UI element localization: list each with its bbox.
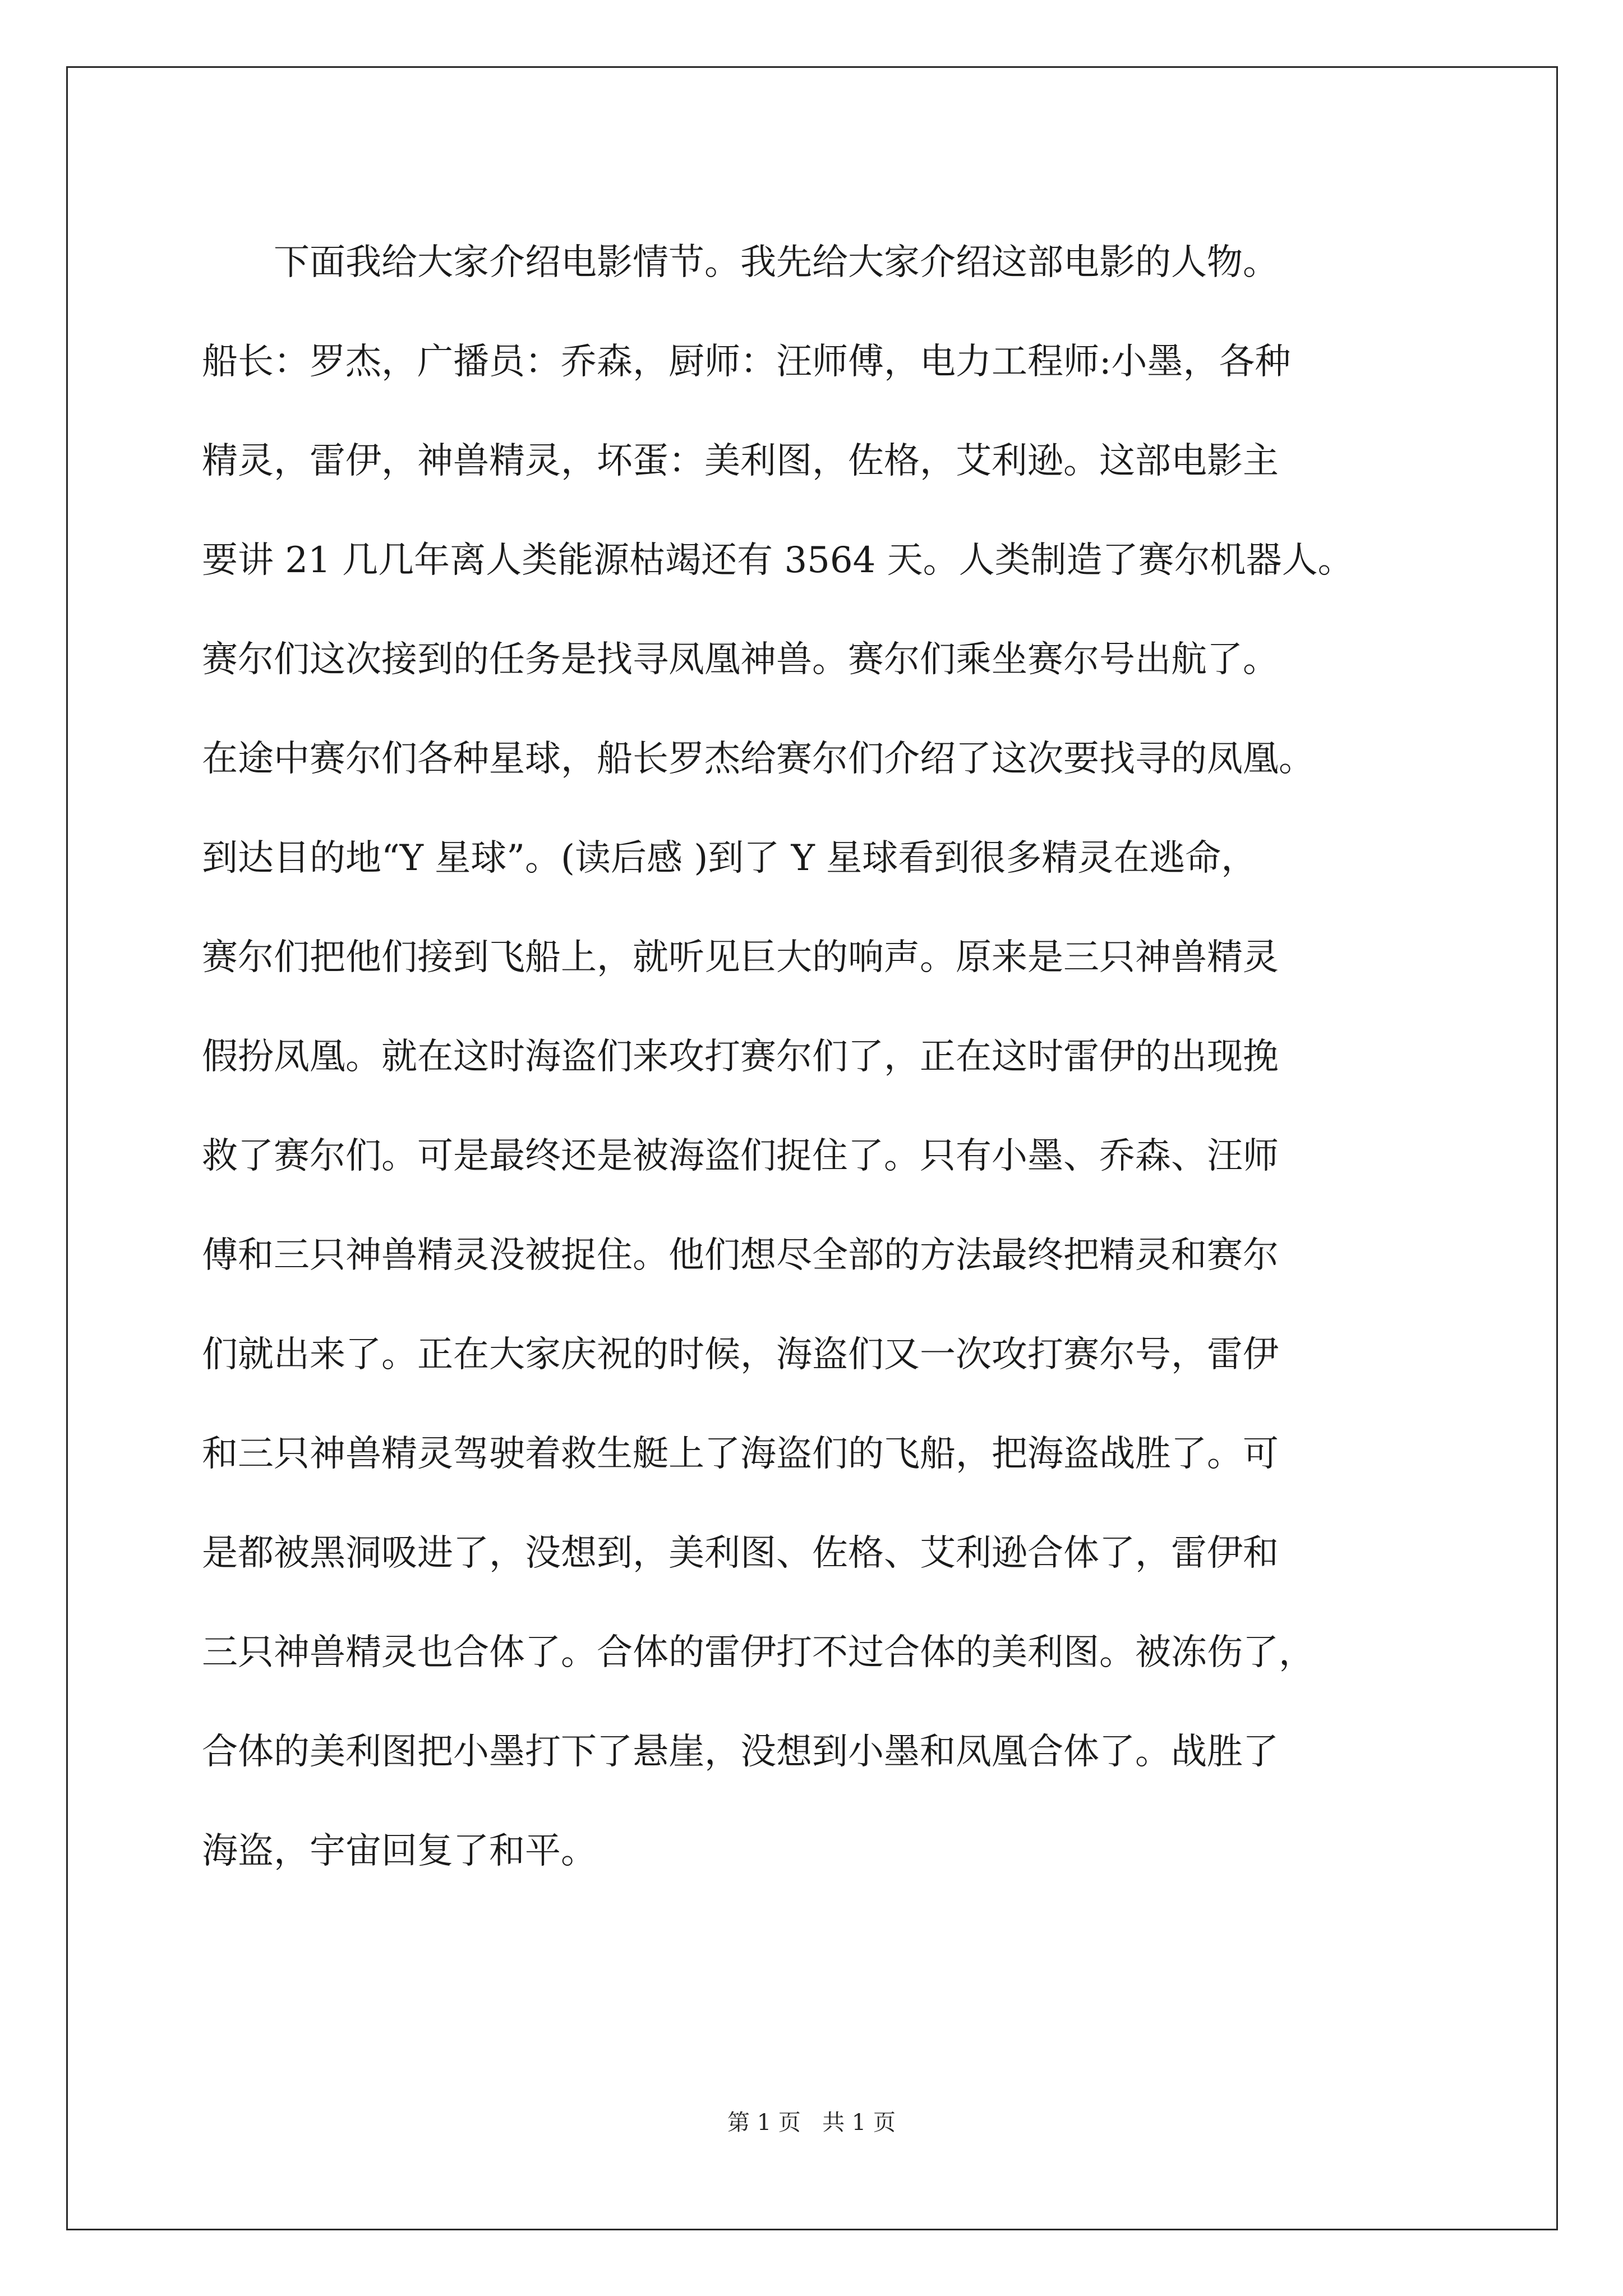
text-line: 到达目的地“Y 星球”。(读后感 )到了 Y 星球看到很多精灵在逃命， <box>202 838 1257 879</box>
text-line: 和三只神兽精灵驾驶着救生艇上了海盗们的飞船，把海盗战胜了。可 <box>202 1433 1279 1475</box>
text-line: 海盗，宇宙回复了和平。 <box>202 1830 597 1872</box>
text-line: 下面我给大家介绍电影情节。我先给大家介绍这部电影的人物。 <box>202 242 1279 283</box>
text-line: 赛尔们把他们接到飞船上，就听见巨大的响声。原来是三只神兽精灵 <box>202 937 1279 978</box>
text-line: 要讲 21 几几年离人类能源枯竭还有 3564 天。人类制造了赛尔机器人。 <box>202 540 1354 581</box>
text-line: 是都被黑洞吸进了，没想到，美利图、佐格、艾利逊合体了，雷伊和 <box>202 1533 1279 1574</box>
text-line: 船长：罗杰，广播员：乔森，厨师：汪师傅，电力工程师:小墨，各种 <box>202 341 1291 383</box>
text-line: 假扮凤凰。就在这时海盗们来攻打赛尔们了，正在这时雷伊的出现挽 <box>202 1036 1279 1078</box>
text-line: 救了赛尔们。可是最终还是被海盗们捉住了。只有小墨、乔森、汪师 <box>202 1135 1279 1177</box>
text-line: 在途中赛尔们各种星球，船长罗杰给赛尔们介绍了这次要找寻的凤凰。 <box>202 738 1315 780</box>
text-line: 精灵，雷伊，神兽精灵，坏蛋：美利图，佐格，艾利逊。这部电影主 <box>202 440 1279 482</box>
text-line: 赛尔们这次接到的任务是找寻凤凰神兽。赛尔们乘坐赛尔号出航了。 <box>202 639 1279 680</box>
text-line: 三只神兽精灵也合体了。合体的雷伊打不过合体的美利图。被冻伤了， <box>202 1632 1315 1673</box>
text-line: 们就出来了。正在大家庆祝的时候，海盗们又一次攻打赛尔号，雷伊 <box>202 1334 1279 1375</box>
page-footer: 第 1 页 共 1 页 <box>727 2110 896 2136</box>
body-text <box>202 213 1424 1901</box>
text-line: 合体的美利图把小墨打下了悬崖，没想到小墨和凤凰合体了。战胜了 <box>202 1731 1279 1773</box>
text-line: 傅和三只神兽精灵没被捉住。他们想尽全部的方法最终把精灵和赛尔 <box>202 1235 1279 1276</box>
